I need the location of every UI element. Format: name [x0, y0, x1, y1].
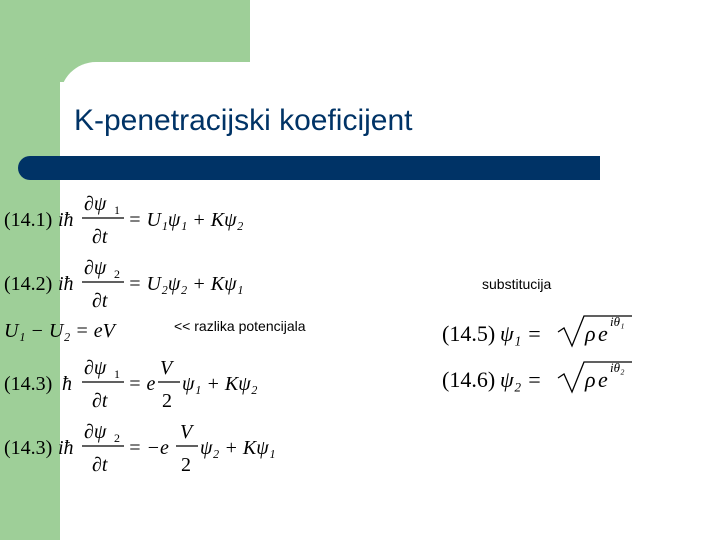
eq-num-sub: 1: [114, 367, 120, 381]
eq-rhs-lead: = e: [128, 373, 156, 395]
eq-rhs-tail: ψ₂ + Kψ₁: [200, 437, 276, 459]
eq-numerator: ∂ψ: [84, 421, 107, 443]
eq-numerator: ∂ψ: [84, 357, 107, 379]
eq-tag: (14.6): [442, 367, 496, 392]
eq-num-sub: 1: [114, 203, 120, 217]
eq-tag: (14.2): [4, 273, 53, 295]
eq-prefix: iħ: [58, 437, 74, 459]
equation-14-1: [4, 193, 244, 248]
eq-exp-base: e: [598, 367, 608, 392]
eq-root: ρ: [585, 321, 596, 346]
eq-denominator: ∂t: [92, 226, 108, 248]
eq-frac-den: 2: [181, 454, 191, 476]
equation-14-6: [442, 360, 632, 392]
eq-lhs: ψ₁ =: [500, 321, 542, 346]
eq-prefix: iħ: [58, 209, 74, 231]
eq-tag: (14.5): [442, 321, 496, 346]
eq-lhs: ψ₂ =: [500, 367, 542, 392]
eq-denominator: ∂t: [92, 454, 108, 476]
eq-tag: (14.3): [4, 373, 53, 395]
equation-14-5: [442, 314, 632, 346]
equation-14-3-a: [4, 357, 258, 412]
eq-rhs-lead: = −e: [128, 437, 169, 459]
eq-frac-den: 2: [162, 390, 172, 412]
eq-numerator: ∂ψ: [84, 193, 107, 215]
eq-rhs: = U₂ψ₂ + Kψ₁: [128, 273, 244, 295]
substitution-label: substitucija: [482, 276, 552, 292]
eq-exp-base: e: [598, 321, 608, 346]
eq-prefix: iħ: [58, 273, 74, 295]
eq-denominator: ∂t: [92, 390, 108, 412]
eq-frac-num: V: [180, 421, 193, 443]
eq-tag: (14.3): [4, 437, 53, 459]
slide-title: K-penetracijski koeficijent: [74, 104, 413, 137]
eq-denominator: ∂t: [92, 290, 108, 312]
eq-root: ρ: [585, 367, 596, 392]
eq-exponent: iθ₁: [610, 314, 625, 329]
eq-prefix: ħ: [62, 373, 72, 395]
eq-numerator: ∂ψ: [84, 257, 107, 279]
eq-rhs: = U₁ψ₁ + Kψ₂: [128, 209, 244, 231]
eq-rhs-tail: ψ₁ + Kψ₂: [182, 373, 258, 395]
eq-num-sub: 2: [114, 267, 120, 281]
eq-tag: (14.1): [4, 209, 53, 231]
eq-exponent: iθ₂: [610, 360, 625, 375]
equation-14-3-b: [4, 421, 276, 476]
potential-difference-label: << razlika potencijala: [174, 318, 306, 334]
eq-num-sub: 2: [114, 431, 120, 445]
eq-frac-num: V: [160, 357, 173, 379]
potential-difference-equation: U₁ − U₂ = eV: [4, 320, 115, 342]
equation-14-2: [4, 257, 243, 312]
